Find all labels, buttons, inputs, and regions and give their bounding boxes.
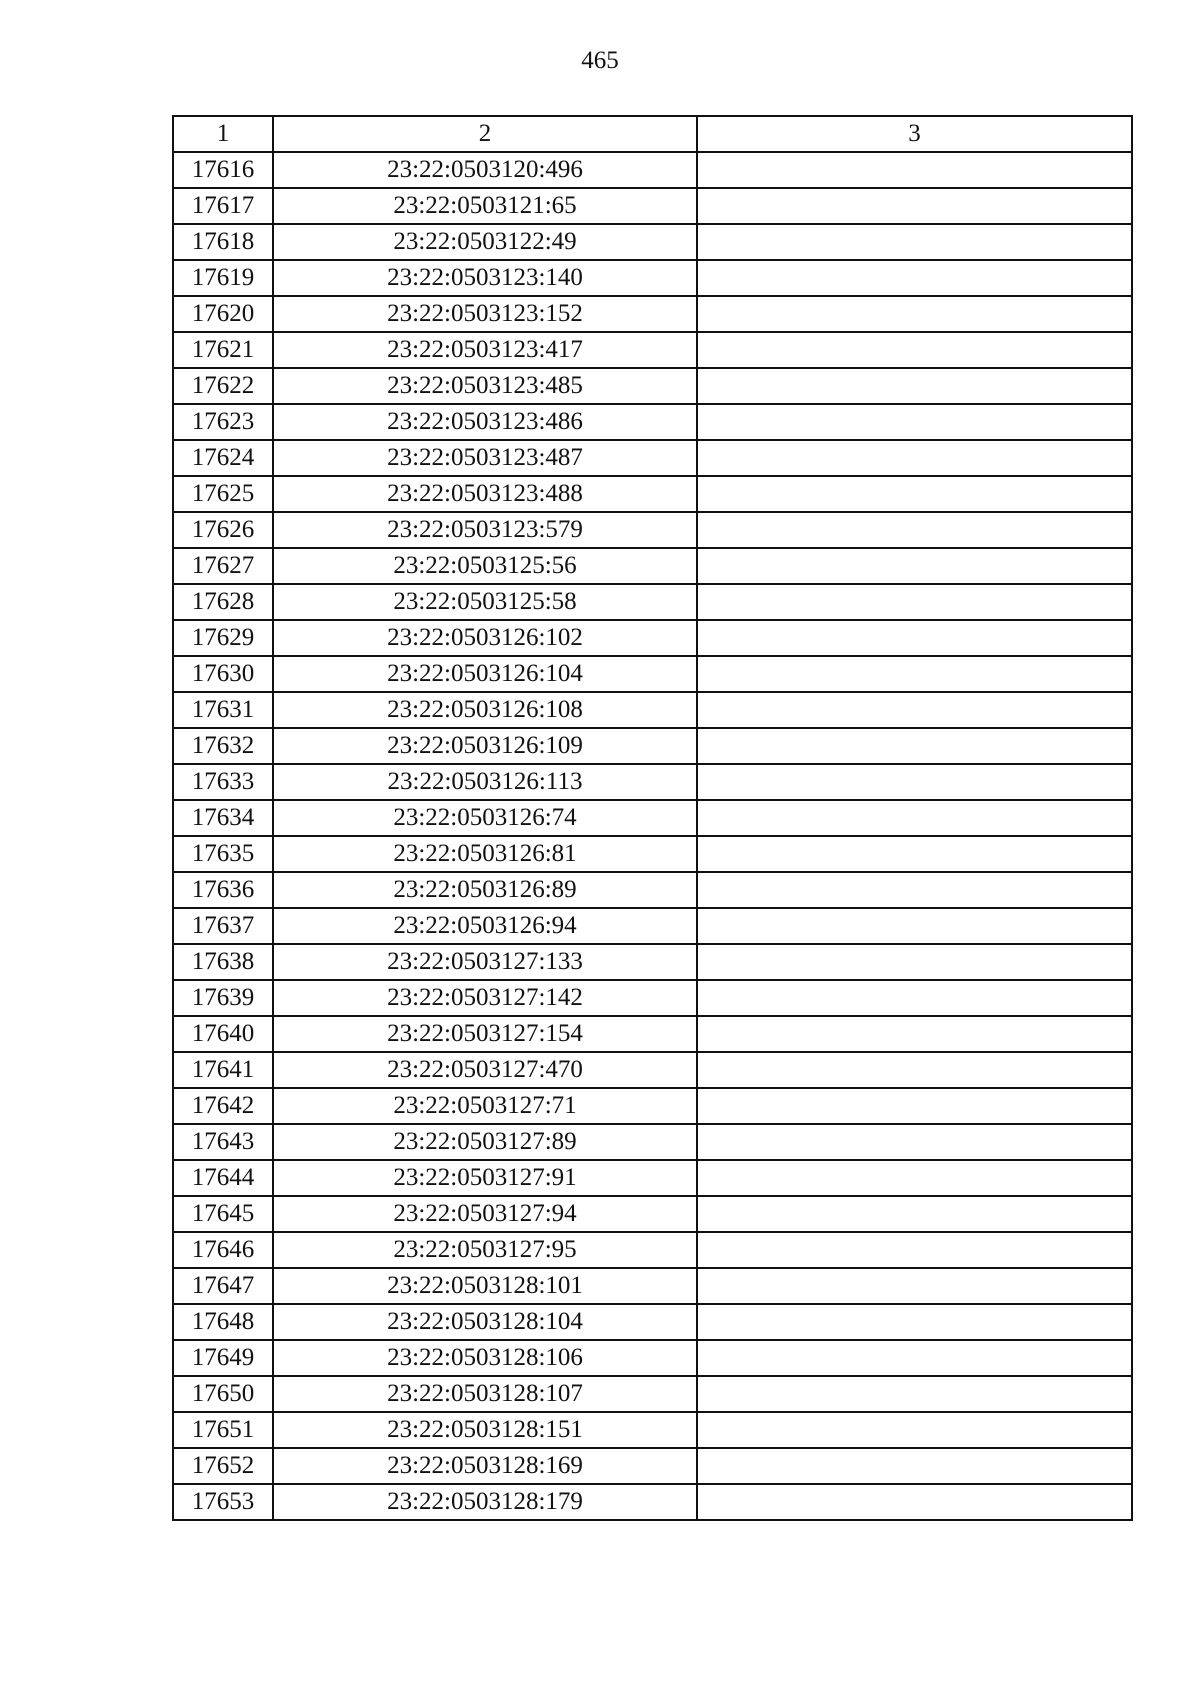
cadastral-number-cell: 23:22:0503127:94 bbox=[273, 1196, 697, 1232]
row-number-cell: 17624 bbox=[173, 440, 273, 476]
note-cell bbox=[697, 1376, 1132, 1412]
cadastral-number-cell: 23:22:0503123:485 bbox=[273, 368, 697, 404]
note-cell bbox=[697, 656, 1132, 692]
table-row bbox=[173, 476, 1132, 512]
row-number-cell: 17644 bbox=[173, 1160, 273, 1196]
table-row bbox=[173, 1484, 1132, 1520]
row-number-cell: 17616 bbox=[173, 152, 273, 188]
row-number-cell: 17635 bbox=[173, 836, 273, 872]
note-cell bbox=[697, 404, 1132, 440]
cadastral-number-cell: 23:22:0503128:101 bbox=[273, 1268, 697, 1304]
registry-table bbox=[172, 115, 1133, 1521]
note-cell bbox=[697, 980, 1132, 1016]
table-row bbox=[173, 728, 1132, 764]
table-row bbox=[173, 1376, 1132, 1412]
note-cell bbox=[697, 1484, 1132, 1520]
table-row bbox=[173, 836, 1132, 872]
row-number-cell: 17642 bbox=[173, 1088, 273, 1124]
note-cell bbox=[697, 1016, 1132, 1052]
row-number-cell: 17628 bbox=[173, 584, 273, 620]
row-number-cell: 17643 bbox=[173, 1124, 273, 1160]
cadastral-number-cell: 23:22:0503127:91 bbox=[273, 1160, 697, 1196]
cadastral-number-cell: 23:22:0503128:106 bbox=[273, 1340, 697, 1376]
note-cell bbox=[697, 548, 1132, 584]
note-cell bbox=[697, 260, 1132, 296]
note-cell bbox=[697, 1088, 1132, 1124]
table-row bbox=[173, 620, 1132, 656]
table-row bbox=[173, 224, 1132, 260]
cadastral-number-cell: 23:22:0503126:113 bbox=[273, 764, 697, 800]
cadastral-number-cell: 23:22:0503128:169 bbox=[273, 1448, 697, 1484]
page-number: 465 bbox=[581, 47, 619, 74]
cadastral-number-cell: 23:22:0503123:152 bbox=[273, 296, 697, 332]
row-number-cell: 17621 bbox=[173, 332, 273, 368]
table-header-row bbox=[173, 116, 1132, 152]
note-cell bbox=[697, 1304, 1132, 1340]
row-number-cell: 17638 bbox=[173, 944, 273, 980]
table-row bbox=[173, 980, 1132, 1016]
row-number-cell: 17630 bbox=[173, 656, 273, 692]
table-row bbox=[173, 764, 1132, 800]
table-row bbox=[173, 1124, 1132, 1160]
row-number-cell: 17620 bbox=[173, 296, 273, 332]
cadastral-number-cell: 23:22:0503121:65 bbox=[273, 188, 697, 224]
table-row bbox=[173, 1016, 1132, 1052]
column-header-1: 1 bbox=[173, 116, 273, 152]
note-cell bbox=[697, 728, 1132, 764]
table-row bbox=[173, 944, 1132, 980]
table-row bbox=[173, 512, 1132, 548]
row-number-cell: 17623 bbox=[173, 404, 273, 440]
cadastral-number-cell: 23:22:0503128:179 bbox=[273, 1484, 697, 1520]
row-number-cell: 17639 bbox=[173, 980, 273, 1016]
cadastral-number-cell: 23:22:0503126:108 bbox=[273, 692, 697, 728]
note-cell bbox=[697, 332, 1132, 368]
row-number-cell: 17632 bbox=[173, 728, 273, 764]
table-row bbox=[173, 908, 1132, 944]
row-number-cell: 17629 bbox=[173, 620, 273, 656]
note-cell bbox=[697, 908, 1132, 944]
note-cell bbox=[697, 152, 1132, 188]
row-number-cell: 17648 bbox=[173, 1304, 273, 1340]
note-cell bbox=[697, 944, 1132, 980]
cadastral-number-cell: 23:22:0503126:109 bbox=[273, 728, 697, 764]
note-cell bbox=[697, 1232, 1132, 1268]
cadastral-number-cell: 23:22:0503126:104 bbox=[273, 656, 697, 692]
note-cell bbox=[697, 620, 1132, 656]
cadastral-number-cell: 23:22:0503120:496 bbox=[273, 152, 697, 188]
row-number-cell: 17631 bbox=[173, 692, 273, 728]
cadastral-number-cell: 23:22:0503123:487 bbox=[273, 440, 697, 476]
cadastral-number-cell: 23:22:0503126:74 bbox=[273, 800, 697, 836]
row-number-cell: 17636 bbox=[173, 872, 273, 908]
cadastral-number-cell: 23:22:0503123:486 bbox=[273, 404, 697, 440]
table-row bbox=[173, 296, 1132, 332]
table-row bbox=[173, 1268, 1132, 1304]
note-cell bbox=[697, 368, 1132, 404]
cadastral-number-cell: 23:22:0503123:488 bbox=[273, 476, 697, 512]
table-row bbox=[173, 584, 1132, 620]
cadastral-number-cell: 23:22:0503127:133 bbox=[273, 944, 697, 980]
row-number-cell: 17653 bbox=[173, 1484, 273, 1520]
table-row bbox=[173, 1448, 1132, 1484]
table-row bbox=[173, 1412, 1132, 1448]
table-row bbox=[173, 1196, 1132, 1232]
row-number-cell: 17645 bbox=[173, 1196, 273, 1232]
cadastral-number-cell: 23:22:0503128:104 bbox=[273, 1304, 697, 1340]
cadastral-number-cell: 23:22:0503123:417 bbox=[273, 332, 697, 368]
cadastral-number-cell: 23:22:0503128:107 bbox=[273, 1376, 697, 1412]
note-cell bbox=[697, 440, 1132, 476]
table-row bbox=[173, 1160, 1132, 1196]
row-number-cell: 17622 bbox=[173, 368, 273, 404]
column-header-2: 2 bbox=[273, 116, 697, 152]
table-row bbox=[173, 692, 1132, 728]
table-row bbox=[173, 188, 1132, 224]
note-cell bbox=[697, 836, 1132, 872]
note-cell bbox=[697, 1412, 1132, 1448]
row-number-cell: 17627 bbox=[173, 548, 273, 584]
table-row bbox=[173, 440, 1132, 476]
row-number-cell: 17633 bbox=[173, 764, 273, 800]
row-number-cell: 17650 bbox=[173, 1376, 273, 1412]
cadastral-number-cell: 23:22:0503126:81 bbox=[273, 836, 697, 872]
note-cell bbox=[697, 872, 1132, 908]
note-cell bbox=[697, 1124, 1132, 1160]
note-cell bbox=[697, 1448, 1132, 1484]
cadastral-number-cell: 23:22:0503127:142 bbox=[273, 980, 697, 1016]
cadastral-number-cell: 23:22:0503126:89 bbox=[273, 872, 697, 908]
row-number-cell: 17649 bbox=[173, 1340, 273, 1376]
note-cell bbox=[697, 1196, 1132, 1232]
cadastral-number-cell: 23:22:0503127:89 bbox=[273, 1124, 697, 1160]
cadastral-number-cell: 23:22:0503127:71 bbox=[273, 1088, 697, 1124]
cadastral-number-cell: 23:22:0503126:102 bbox=[273, 620, 697, 656]
row-number-cell: 17640 bbox=[173, 1016, 273, 1052]
table-row bbox=[173, 1232, 1132, 1268]
cadastral-number-cell: 23:22:0503123:140 bbox=[273, 260, 697, 296]
cadastral-number-cell: 23:22:0503125:56 bbox=[273, 548, 697, 584]
row-number-cell: 17617 bbox=[173, 188, 273, 224]
note-cell bbox=[697, 476, 1132, 512]
note-cell bbox=[697, 800, 1132, 836]
table-row bbox=[173, 404, 1132, 440]
table-row bbox=[173, 872, 1132, 908]
row-number-cell: 17641 bbox=[173, 1052, 273, 1088]
note-cell bbox=[697, 1052, 1132, 1088]
table-row bbox=[173, 368, 1132, 404]
row-number-cell: 17626 bbox=[173, 512, 273, 548]
row-number-cell: 17634 bbox=[173, 800, 273, 836]
row-number-cell: 17647 bbox=[173, 1268, 273, 1304]
cadastral-number-cell: 23:22:0503122:49 bbox=[273, 224, 697, 260]
note-cell bbox=[697, 764, 1132, 800]
note-cell bbox=[697, 584, 1132, 620]
table-row bbox=[173, 152, 1132, 188]
table-row bbox=[173, 1340, 1132, 1376]
table-row bbox=[173, 332, 1132, 368]
row-number-cell: 17637 bbox=[173, 908, 273, 944]
table-row bbox=[173, 1052, 1132, 1088]
table-row bbox=[173, 548, 1132, 584]
table-row bbox=[173, 1088, 1132, 1124]
row-number-cell: 17646 bbox=[173, 1232, 273, 1268]
note-cell bbox=[697, 1160, 1132, 1196]
column-header-3: 3 bbox=[697, 116, 1132, 152]
cadastral-number-cell: 23:22:0503127:95 bbox=[273, 1232, 697, 1268]
table-row bbox=[173, 1304, 1132, 1340]
cadastral-number-cell: 23:22:0503128:151 bbox=[273, 1412, 697, 1448]
row-number-cell: 17618 bbox=[173, 224, 273, 260]
note-cell bbox=[697, 224, 1132, 260]
cadastral-number-cell: 23:22:0503123:579 bbox=[273, 512, 697, 548]
note-cell bbox=[697, 188, 1132, 224]
note-cell bbox=[697, 1340, 1132, 1376]
note-cell bbox=[697, 692, 1132, 728]
cadastral-number-cell: 23:22:0503127:154 bbox=[273, 1016, 697, 1052]
registry-table-body bbox=[173, 116, 1132, 1520]
note-cell bbox=[697, 296, 1132, 332]
row-number-cell: 17651 bbox=[173, 1412, 273, 1448]
note-cell bbox=[697, 1268, 1132, 1304]
cadastral-number-cell: 23:22:0503127:470 bbox=[273, 1052, 697, 1088]
table-row bbox=[173, 656, 1132, 692]
row-number-cell: 17619 bbox=[173, 260, 273, 296]
cadastral-number-cell: 23:22:0503125:58 bbox=[273, 584, 697, 620]
table-row bbox=[173, 260, 1132, 296]
note-cell bbox=[697, 512, 1132, 548]
row-number-cell: 17652 bbox=[173, 1448, 273, 1484]
row-number-cell: 17625 bbox=[173, 476, 273, 512]
cadastral-number-cell: 23:22:0503126:94 bbox=[273, 908, 697, 944]
table-row bbox=[173, 800, 1132, 836]
